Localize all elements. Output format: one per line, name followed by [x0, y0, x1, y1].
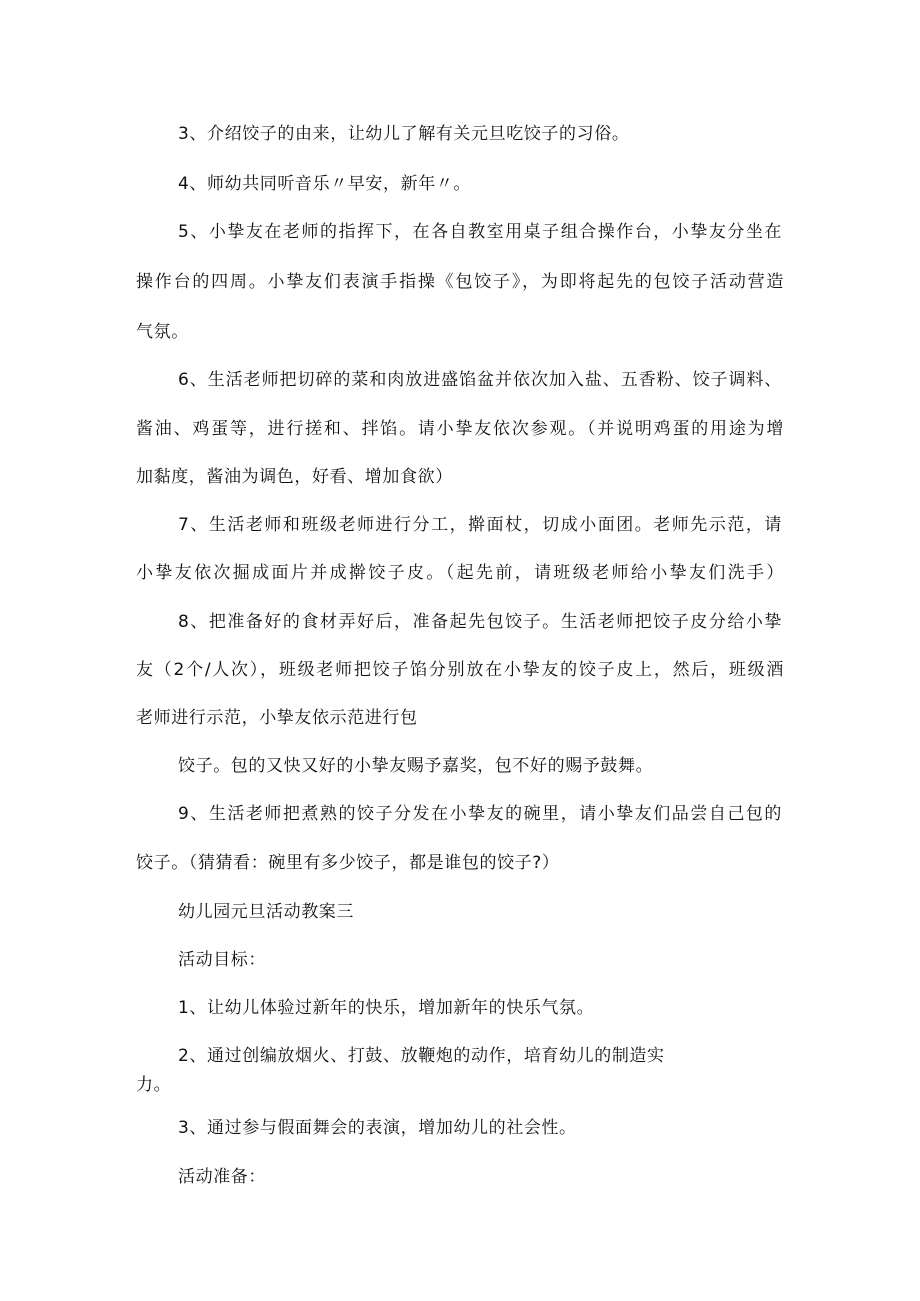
text-line: 操作台的四周。小挚友们表演手指操《包饺子》，为即将起先的包饺子活动营造	[136, 272, 784, 292]
text-line: 9、生活老师把煮熟的饺子分发在小挚友的碗里，请小挚友们品尝自己包的	[178, 804, 782, 824]
section-heading: 活动准备：	[178, 1167, 266, 1187]
text-line: 7、生活老师和班级老师进行分工，擀面杖，切成小面团。老师先示范，请	[178, 515, 782, 535]
text-line: 3、通过参与假面舞会的表演，增加幼儿的社会性。	[178, 1118, 577, 1138]
text-line: 饺子。（猜猜看：碗里有多少饺子，都是谁包的饺子?）	[136, 853, 560, 873]
text-line: 3、介绍饺子的由来，让幼儿了解有关元旦吃饺子的习俗。	[178, 124, 630, 144]
text-line: 老师进行示范，小挚友依示范进行包	[136, 708, 418, 728]
text-line: 2、通过创编放烟火、打鼓、放鞭炮的动作，培育幼儿的制造实	[178, 1046, 665, 1066]
text-line: 6、生活老师把切碎的菜和肉放进盛馅盆并依次加入盐、五香粉、饺子调料、	[178, 370, 782, 390]
text-line: 小挚友依次掘成面片并成擀饺子皮。（起先前，请班级老师给小挚友们洗手）	[136, 563, 784, 583]
section-heading: 活动目标：	[178, 950, 266, 970]
text-line: 加黏度，酱油为调色，好看、增加食欲）	[136, 467, 453, 487]
section-title: 幼儿园元旦活动教案三	[178, 902, 354, 922]
text-line: 气氛。	[136, 322, 189, 342]
text-line: 5、小挚友在老师的指挥下，在各自教室用桌子组合操作台，小挚友分坐在	[178, 222, 782, 242]
text-line: 友（2个/人次），班级老师把饺子馅分别放在小挚友的饺子皮上，然后，班级酒	[136, 660, 784, 680]
text-line: 酱油、鸡蛋等，进行搓和、拌馅。请小挚友依次参观。（并说明鸡蛋的用途为增	[136, 419, 784, 439]
text-line: 1、让幼儿体验过新年的快乐，增加新年的快乐气氛。	[178, 998, 595, 1018]
text-line: 4、师幼共同听音乐〃早安，新年〃。	[178, 174, 472, 194]
text-line: 饺子。包的又快又好的小挚友赐予嘉奖，包不好的赐予鼓舞。	[178, 756, 654, 776]
text-line: 8、把准备好的食材弄好后，准备起先包饺子。生活老师把饺子皮分给小挚	[178, 612, 782, 632]
text-line: 力。	[136, 1075, 172, 1095]
